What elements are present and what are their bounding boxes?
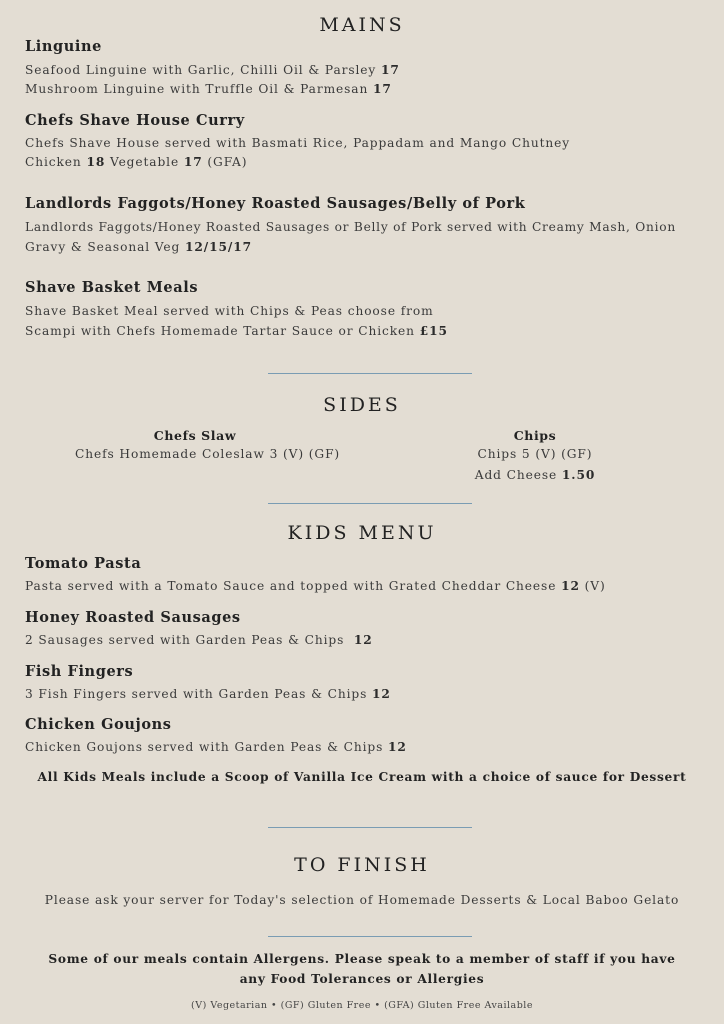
landlords-line-1: Landlords Faggots/Honey Roasted Sausages or Belly of Pork served with Creamy Mash, Onion	[25, 220, 676, 234]
chips-line-1: Chips 5 (V) (GF)	[477, 447, 593, 461]
linguine-line-1: Seafood Linguine with Garlic, Chilli Oil & Parsley 17	[25, 63, 400, 77]
kids-dessert-note: All Kids Meals include a Scoop of Vanilla Ice Cream with a choice of sauce for Dessert	[37, 770, 687, 784]
divider-mains-sides	[268, 373, 472, 374]
kids-heading: KIDS MENU	[287, 522, 437, 544]
fingers-line: 3 Fish Fingers served with Garden Peas & Chips 12	[25, 687, 391, 701]
slaw-line: Chefs Homemade Coleslaw 3 (V) (GF)	[75, 447, 341, 461]
divider-finish-footer	[268, 936, 472, 937]
slaw-title: Chefs Slaw	[153, 428, 237, 443]
curry-title: Chefs Shave House Curry	[25, 112, 245, 129]
divider-sides-kids	[268, 503, 472, 504]
landlords-title: Landlords Faggots/Honey Roasted Sausages/Belly of Pork	[25, 195, 526, 212]
pasta-title: Tomato Pasta	[25, 555, 142, 572]
allergen-notice-line-2: any Food Tolerances or Allergies	[239, 972, 485, 986]
basket-line-1: Shave Basket Meal served with Chips & Peas choose from	[25, 304, 434, 318]
chips-title: Chips	[513, 428, 557, 443]
linguine-line-2: Mushroom Linguine with Truffle Oil & Parmesan 17	[25, 82, 392, 96]
finish-heading: TO FINISH	[294, 854, 430, 876]
basket-title: Shave Basket Meals	[25, 279, 199, 296]
goujons-title: Chicken Goujons	[25, 716, 172, 733]
goujons-line: Chicken Goujons served with Garden Peas & Chips 12	[25, 740, 407, 754]
dietary-legend: (V) Vegetarian • (GF) Gluten Free • (GFA) Gluten Free Available	[191, 1000, 533, 1011]
mains-heading: MAINS	[319, 14, 405, 36]
sausages-title: Honey Roasted Sausages	[25, 609, 241, 626]
sausages-line: 2 Sausages served with Garden Peas & Chips 12	[25, 633, 373, 647]
divider-kids-finish	[268, 827, 472, 828]
landlords-line-2: Gravy & Seasonal Veg 12/15/17	[25, 240, 252, 254]
basket-line-2: Scampi with Chefs Homemade Tartar Sauce or Chicken £15	[25, 324, 448, 338]
linguine-title: Linguine	[25, 38, 103, 55]
fingers-title: Fish Fingers	[25, 663, 134, 680]
curry-line-1: Chefs Shave House served with Basmati Rice, Pappadam and Mango Chutney	[25, 136, 571, 150]
chips-line-2: Add Cheese 1.50	[474, 468, 596, 482]
pasta-line: Pasta served with a Tomato Sauce and topped with Grated Cheddar Cheese 12 (V)	[25, 579, 606, 593]
sides-heading: SIDES	[323, 394, 401, 416]
curry-line-2: Chicken 18 Vegetable 17 (GFA)	[25, 155, 248, 169]
allergen-notice-line-1: Some of our meals contain Allergens. Please speak to a member of staff if you have	[48, 952, 676, 966]
finish-line: Please ask your server for Today's selection of Homemade Desserts & Local Baboo Gelato	[44, 893, 680, 907]
